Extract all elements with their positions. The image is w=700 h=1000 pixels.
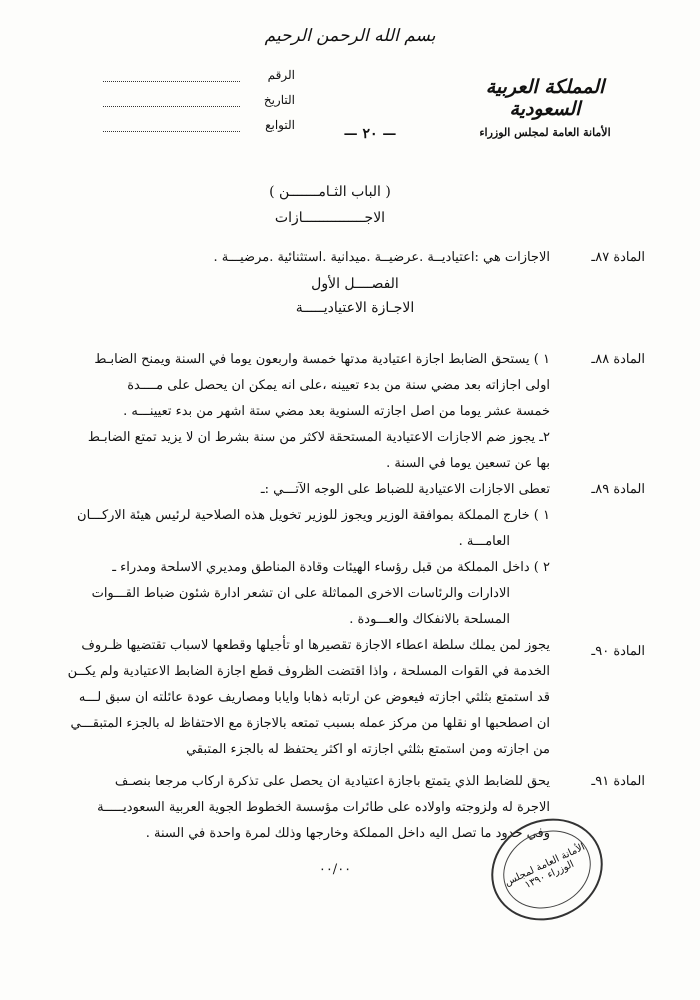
official-stamp [474, 801, 619, 939]
article-90-label: المادة ٩٠ـ [591, 644, 645, 659]
article-90-line: قد استمتع بثلثي اجازته فيعوض عن ارتابه ذهابا وايابا ومصاريف عودة عائلته ان سبق لـــه [78, 690, 550, 705]
article-89-label: المادة ٨٩ـ [591, 482, 645, 497]
article-89-line: تعطى الاجازات الاعتيادية للضباط على الوجه الآتـــي :ـ [260, 482, 550, 497]
section-title: الفصــــل الأول [311, 276, 399, 292]
stamp-text: الأمانة العامة لمجلس الوزراء ١٣٩٠ [502, 841, 587, 891]
article-91-line: وفي حدود ما تصل اليه داخل المملكة وخارجها وذلك لمرة واحدة في السنة . [145, 826, 550, 841]
article-90-line: من اجازته ومن استمتع بثلثي اجازته او اكثر يحتفظ له بالجزء المتبقي [186, 742, 550, 757]
number-label: الرقم [267, 68, 295, 82]
org-subtitle: الأمانة العامة لمجلس الوزراء [479, 126, 611, 139]
article-88-line: اولى اجازاته بعد مضي سنة من بدء تعيينه ،على انه يمكن ان يحصل على مــــدة [127, 378, 550, 393]
date-field [95, 93, 295, 107]
article-89-line: ١ ) خارج المملكة بموافقة الوزير ويجوز للوزير تخويل هذه الصلاحية لرئيس هيئة الاركـــان [77, 508, 550, 523]
attachments-field [95, 118, 295, 132]
number-field [95, 68, 295, 82]
article-89-line: المسلحة بالانفكاك والعـــودة . [349, 612, 510, 627]
article-88-label: المادة ٨٨ـ [591, 352, 645, 367]
article-89-line: الادارات والرئاسات الاخرى المماثلة على ان تشعر ادارة شئون ضباط القـــوات [91, 586, 510, 601]
basmala: بسم الله الرحمن الرحيم [264, 26, 436, 46]
chapter-subtitle: الاجـــــــــــــــازات [274, 210, 386, 226]
article-90-line: الخدمة في القوات المسلحة ، واذا اقتضت الظروف قطع اجازة الضابط الاعتيادية ولم يكــن [67, 664, 550, 679]
article-87-label: المادة ٨٧ـ [591, 250, 645, 265]
article-88-line: ٢ـ يجوز ضم الاجازات الاعتيادية المستحقة لاكثر من سنة بشرط ان لا يزيد تمتع الضابـط [87, 430, 550, 445]
attachments-label: التوابع [265, 118, 295, 132]
attachments-dots [103, 121, 240, 132]
article-90-line: يجوز لمن يملك سلطة اعطاء الاجازة تقصيرها او تأجيلها وقطعها لاسباب تقتضيها ظـروف [81, 638, 550, 653]
article-88-line: خمسة عشر يوما من اصل اجازته السنوية بعد مضي ستة اشهر من بدء تعيينـــه . [123, 404, 550, 419]
chapter-title: ( الباب الثـامـــــــن ) [269, 184, 391, 200]
article-91-line: الاجرة له ولزوجته واولاده على طائرات مؤسسة الخطوط الجوية العربية السعوديـــــة [97, 800, 550, 815]
article-88-line: ١ ) يستحق الضابط اجازة اعتيادية مدتها خمسة واربعون يوما في السنة ويمنح الضابـط [94, 352, 550, 367]
date-dots [103, 96, 240, 107]
article-89-line: ٢ ) داخل المملكة من قبل رؤساء الهيئات وقادة المناطق ومديري الاسلحة ومدراء ـ [112, 560, 550, 575]
letterhead-logo [450, 76, 640, 139]
continuation-mark: ٠٠/٠٠ [318, 862, 352, 877]
article-88-line: بها عن تسعين يوما في السنة . [386, 456, 550, 471]
article-91-label: المادة ٩١ـ [591, 774, 645, 789]
date-label: التاريخ [263, 93, 295, 107]
section-subtitle: الاجـازة الاعتياديـــــة [295, 300, 415, 316]
number-dots [103, 71, 240, 82]
article-90-line: ان اصطحبها او نقلها من مركز عمله بسبب تمتعه بالاجازة مع الاحتفاظ له بالجزء المتبقـــي [70, 716, 550, 731]
page-number: — ٢٠ — [343, 126, 397, 142]
article-91-line: يحق للضابط الذي يتمتع باجازة اعتيادية ان يحصل على تذكرة اركاب مرجعا بنصـف [114, 774, 550, 789]
article-87-text: الاجازات هي :اعتياديــة .عرضيــة .ميدانية .استثنائية .مرضيـــة . [213, 250, 550, 265]
article-89-line: العامـــة . [458, 534, 510, 549]
org-name: المملكة العربية السعودية [485, 76, 605, 120]
